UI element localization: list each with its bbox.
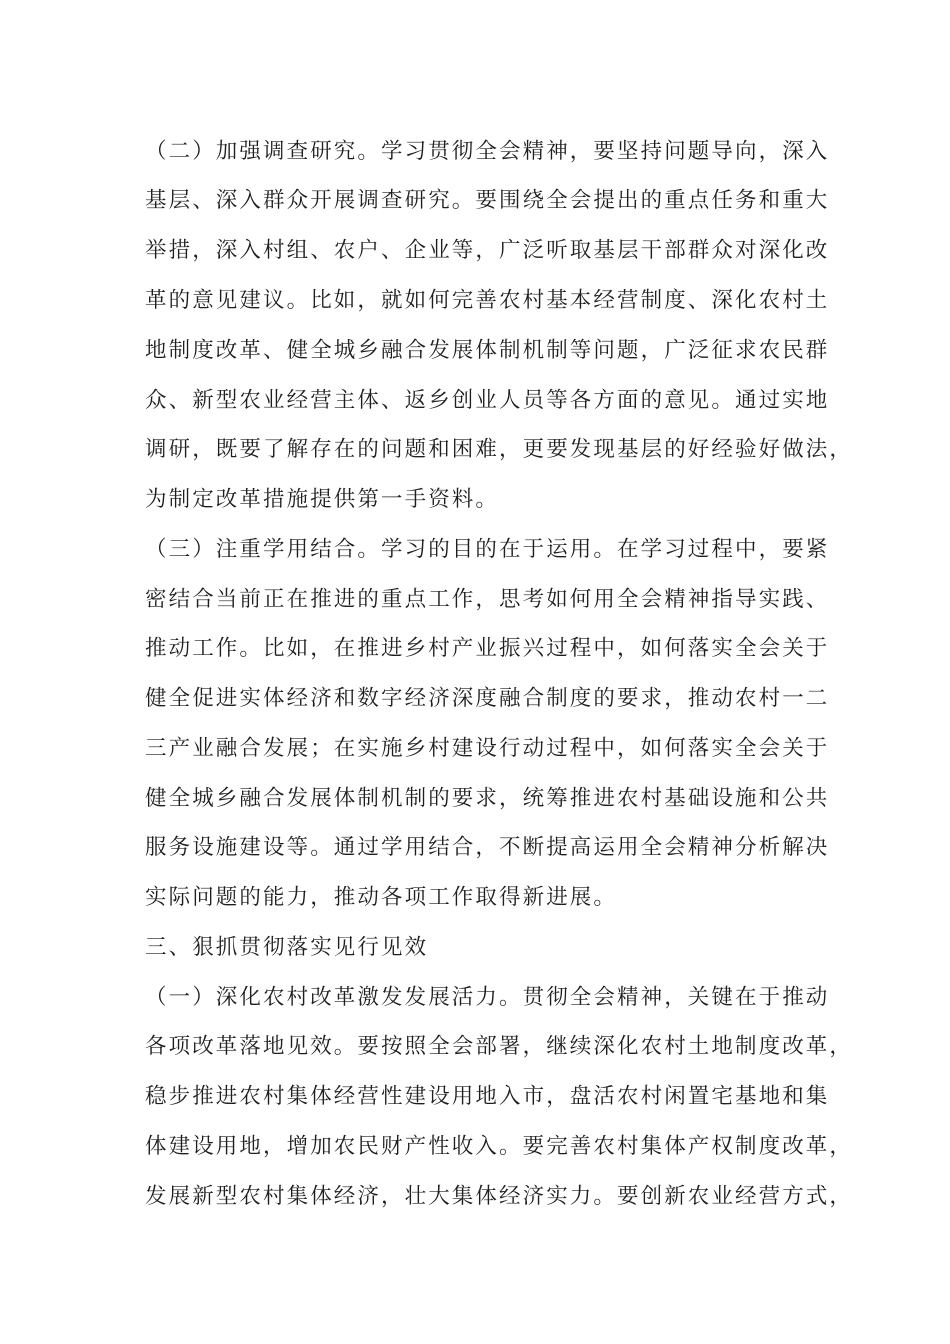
text-line: 基层、深入群众开展调查研究。要围绕全会提出的重点任务和重大 [145, 188, 830, 213]
text-line: 为制定改革措施提供第一手资料。 [145, 487, 500, 512]
text-line: （一）深化农村改革激发发展活力。贯彻全会精神，关键在于推动 [145, 985, 830, 1010]
text-line: 调研，既要了解存在的问题和困难，更要发现基层的好经验好做法， [145, 437, 854, 462]
text-line: 地制度改革、健全城乡融合发展体制机制等问题，广泛征求农民群 [145, 338, 830, 363]
text-line: 推动工作。比如，在推进乡村产业振兴过程中，如何落实全会关于 [145, 636, 830, 661]
text-line: 众、新型农业经营主体、返乡创业人员等各方面的意见。通过实地 [145, 388, 830, 413]
text-line: 发展新型农村集体经济，壮大集体经济实力。要创新农业经营方式， [145, 1184, 854, 1209]
text-line: （三）注重学用结合。学习的目的在于运用。在学习过程中，要紧 [145, 537, 830, 562]
text-line: 三产业融合发展；在实施乡村建设行动过程中，如何落实全会关于 [145, 736, 830, 761]
text-line: 革的意见建议。比如，就如何完善农村基本经营制度、深化农村土 [145, 288, 830, 313]
text-line: 实际问题的能力，推动各项工作取得新进展。 [145, 885, 618, 910]
text-line: 稳步推进农村集体经营性建设用地入市，盘活农村闲置宅基地和集 [145, 1084, 830, 1109]
section-heading: 三、狠抓贯彻落实见行见效 [145, 935, 429, 960]
text-line: 体建设用地，增加农民财产性收入。要完善农村集体产权制度改革， [145, 1134, 854, 1159]
text-line: 健全城乡融合发展体制机制的要求，统筹推进农村基础设施和公共 [145, 786, 830, 811]
text-line: （二）加强调查研究。学习贯彻全会精神，要坚持问题导向，深入 [145, 139, 830, 164]
text-line: 健全促进实体经济和数字经济深度融合制度的要求，推动农村一二 [145, 686, 830, 711]
text-line: 服务设施建设等。通过学用结合，不断提高运用全会精神分析解决 [145, 835, 830, 860]
text-line: 各项改革落地见效。要按照全会部署，继续深化农村土地制度改革， [145, 1034, 854, 1059]
text-line: 举措，深入村组、农户、企业等，广泛听取基层干部群众对深化改 [145, 238, 830, 263]
text-line: 密结合当前正在推进的重点工作，思考如何用全会精神指导实践、 [145, 587, 830, 612]
